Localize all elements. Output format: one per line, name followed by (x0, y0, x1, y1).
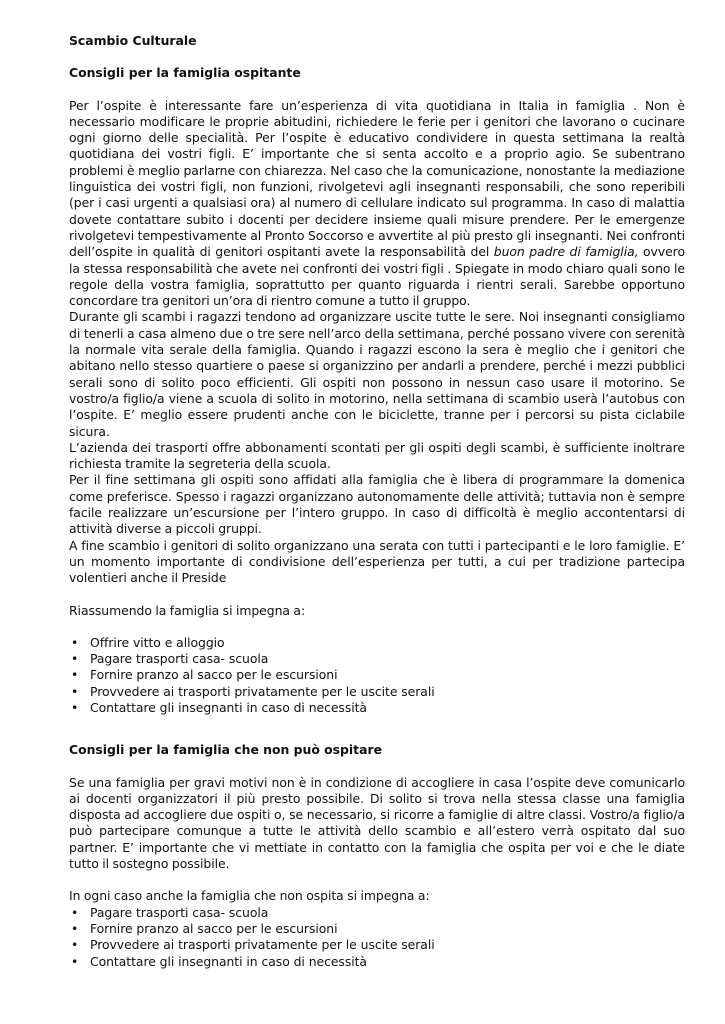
list-item: • Provvedere ai trasporti privatamente per le uscite serali (69, 684, 685, 700)
paragraph-host-intro-text-a: Per l’ospite è interessante fare un’esperienza di vita quotidiana in Italia in famiglia . Non è necessario modificare le proprie abitudini, richiedere le ferie per i genitori che lavorano o cucinare ogni giorno delle specialità. Per l’ospite è educativo condividere in questa settimana la realtà quotidiana dei vostri figli. E’ importante che si senta accolto e a proprio agio. Se subentrano problemi è meglio parlarne con chiarezza. Nel caso che la comunicazione, nonostante la mediazione linguistica dei vostri figli, non funzioni, rivolgetevi agli insegnanti responsabili, che sono reperibili (per i casi urgenti a qualsiasi ora) al numero di cellulare indicato sul programma. In caso di malattia dovete contattare subito i docenti per decidere insieme quali misure prendere. Per le emergenze rivolgetevi tempestivamente al Pronto Soccorso e avvertite al più presto gli insegnanti. Nei confronti dell’ospite in qualità di genitori ospitanti avete la responsabilità del (69, 97, 685, 260)
section-heading-non-host-family: Consigli per la famiglia che non può ospitare (69, 742, 382, 758)
section-heading-host-family: Consigli per la famiglia ospitante (69, 65, 301, 81)
list-item: • Contattare gli insegnanti in caso di necessità (69, 700, 685, 716)
list-item: • Fornire pranzo al sacco per le escursioni (69, 921, 685, 937)
paragraph-weekend: Per il fine settimana gli ospiti sono affidati alla famiglia che è libera di programmare la domenica come preferisce. Spesso i ragazzi organizzano autonomamente delle attività; tuttavia non è sempre facile realizzare un’escursione per l’intero gruppo. In caso di difficoltà è meglio accontentarsi di attività diverse a piccoli gruppi. (69, 472, 685, 537)
list-item: • Contattare gli insegnanti in caso di necessità (69, 954, 685, 970)
list-item: • Provvedere ai trasporti privatamente per le uscite serali (69, 937, 685, 953)
paragraph-evening-outings: Durante gli scambi i ragazzi tendono ad organizzare uscite tutte le sere. Noi insegnanti consigliamo di tenerli a casa almeno due o tre sere nell’arco della settimana, perché possano vivere con serenità la normale vita serale della famiglia. Quando i ragazzi escono la sera è meglio che i genitori che abitano nello stesso quartiere o paese si organizzino per andarli a prendere, perché i mezzi pubblici serali sono di solito poco efficienti. Gli ospiti non possono in nessun caso usare il motorino. Se vostro/a figlio/a viene a scuola di solito in motorino, nella settimana di scambio userà l’autobus con l’ospite. E’ meglio essere prudenti anche con le biciclette, tranne per i percorsi su pista ciclabile sicura. (69, 309, 685, 439)
italic-phrase: buon padre di famiglia, (493, 244, 639, 260)
paragraph-non-host: Se una famiglia per gravi motivi non è in condizione di accogliere in casa l’ospite deve comunicarlo ai docenti organizzatori il più presto possibile. Di solito si trova nella stessa classe una famiglia disposta ad accogliere due ospiti o, se necessario, si ricorre a famiglie di altre classi. Vostro/a figlio/a può partecipare comunque a tutte le attività dello scambio e all’estero verrà ospitato dal suo partner. E’ importante che vi mettiate in contatto con la famiglia che ospita per voi e che le diate tutto il sostegno possibile. (69, 774, 685, 872)
document-page (69, 33, 685, 970)
host-commitments-list (69, 635, 685, 716)
non-host-commitments-list (69, 905, 685, 970)
list-item: • Pagare trasporti casa- scuola (69, 905, 685, 921)
paragraph-transport-passes: L’azienda dei trasporti offre abbonamenti scontati per gli ospiti degli scambi, è sufficiente inoltrare richiesta tramite la segreteria della scuola. (69, 439, 685, 472)
summary-non-host-commitments: In ogni caso anche la famiglia che non ospita si impegna a: (69, 888, 430, 904)
paragraph-host-intro (69, 98, 685, 310)
list-item: • Fornire pranzo al sacco per le escursioni (69, 667, 685, 683)
list-item: • Pagare trasporti casa- scuola (69, 651, 685, 667)
paragraph-host-intro-text-b: ovvero la stessa responsabilità che avete nei confronti dei vostri figli . Spiegate in modo chiaro quali sono le regole della vostra famiglia, soprattutto per quanto riguarda i rientri serali. Sarebbe opportuno concordare tra genitori un’ora di rientro comune a tutto il gruppo. (69, 244, 685, 309)
paragraph-farewell-evening: A fine scambio i genitori di solito organizzano una serata con tutti i partecipanti e le loro famiglie. E’ un momento importante di condivisione dell’esperienza per tutti, a cui per tradizione partecipa volentieri anche il Preside (69, 537, 685, 586)
list-item: • Offrire vitto e alloggio (69, 635, 685, 651)
document-title: Scambio Culturale (69, 33, 197, 48)
summary-host-commitments: Riassumendo la famiglia si impegna a: (69, 602, 306, 618)
